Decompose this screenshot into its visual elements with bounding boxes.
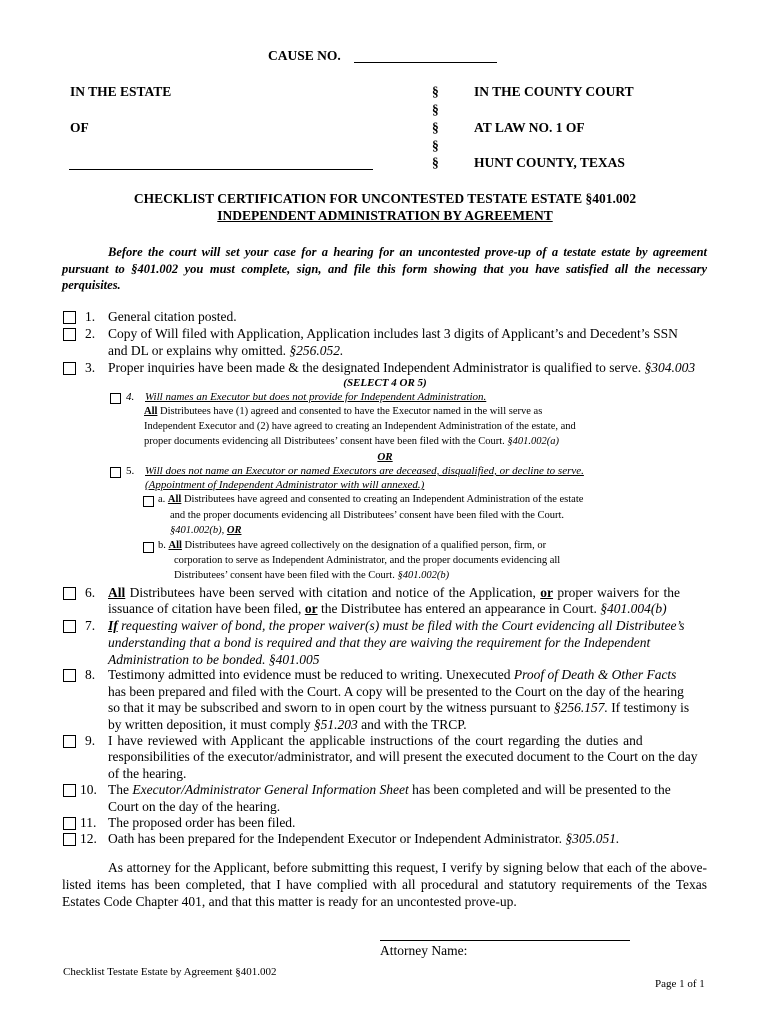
statute-ref: §401.002(b) bbox=[170, 525, 222, 536]
attorney-name-label: Attorney Name: bbox=[380, 943, 468, 958]
statute-ref: §304.003 bbox=[644, 360, 696, 375]
statute-ref: §401.002(a) bbox=[507, 436, 560, 447]
footer-form-name: Checklist Testate Estate by Agreement §401.002 bbox=[63, 966, 277, 978]
checkbox-item-7[interactable] bbox=[63, 620, 76, 633]
item-5b-text: Distributees’ consent have been filed with the Court. §401.002(b) bbox=[174, 570, 450, 581]
item-11-text: The proposed order has been filed. bbox=[108, 815, 296, 830]
item-8-text: so that it may be subscribed and sworn to in open court by the witness pursuant to §256.157. If testimony is bbox=[108, 700, 690, 715]
item-7-text: Administration to be bonded. §401.005 bbox=[108, 652, 320, 667]
item-number: 9. bbox=[85, 733, 96, 748]
item-2-text-cont: and DL or explains why omitted. §256.052. bbox=[108, 343, 344, 358]
item-3-text: Proper inquiries have been made & the designated Independent Administrator is qualified to serve. §304.003 bbox=[108, 360, 696, 375]
of-label: OF bbox=[70, 120, 89, 135]
section-symbol: § bbox=[432, 138, 439, 153]
checkbox-item-11[interactable] bbox=[63, 817, 76, 830]
item-number: 5. bbox=[126, 465, 135, 477]
item-7-text: understanding that a bond is required and that they are waiving the requirement for the Independent bbox=[108, 635, 651, 650]
item-number: 10. bbox=[80, 782, 97, 797]
item-8-text: by written deposition, it must comply §51.203 and with the TRCP. bbox=[108, 717, 467, 732]
checkbox-item-6[interactable] bbox=[63, 587, 76, 600]
item-1-text: General citation posted. bbox=[108, 309, 237, 324]
item-6-text: All Distributees have been served with citation and notice of the Application, or proper waivers for the bbox=[108, 585, 680, 600]
item-number: 6. bbox=[85, 585, 96, 600]
estate-label: IN THE ESTATE bbox=[70, 84, 172, 99]
item-6-text: issuance of citation have been filed, or the Distributee has entered an appearance in Court. §401.004(b) bbox=[108, 601, 667, 616]
checkbox-item-4[interactable] bbox=[110, 393, 121, 404]
statute-ref: §305.051. bbox=[565, 831, 620, 846]
checkbox-item-8[interactable] bbox=[63, 669, 76, 682]
court-number-label: AT LAW NO. 1 OF bbox=[474, 120, 585, 135]
signature-line[interactable] bbox=[380, 940, 630, 941]
checkbox-item-3[interactable] bbox=[63, 362, 76, 375]
item-9-text: of the hearing. bbox=[108, 766, 187, 781]
item-4-text: Independent Executor and (2) have agreed to creating an Independent Administration of the estate, and bbox=[144, 421, 576, 432]
item-4-text: All Distributees have (1) agreed and consented to have the Executor named in the will serve as bbox=[144, 406, 543, 417]
checkbox-item-1[interactable] bbox=[63, 311, 76, 324]
statute-ref: §256.052. bbox=[289, 343, 344, 358]
checkbox-item-5b[interactable] bbox=[143, 542, 154, 553]
section-symbol: § bbox=[432, 120, 439, 135]
section-symbol: § bbox=[432, 84, 439, 99]
court-label: IN THE COUNTY COURT bbox=[474, 84, 634, 99]
item-5-heading: Will does not name an Executor or named Executors are deceased, disqualified, or decline to serve. bbox=[145, 465, 584, 477]
item-5b-text: b. All Distributees have agreed collectively on the designation of a qualified person, firm, or bbox=[158, 540, 547, 551]
item-5a-text: and the proper documents evidencing all Distributees’ consent have been filed with the Court. bbox=[170, 510, 565, 521]
item-number: 8. bbox=[85, 667, 96, 682]
checkbox-item-12[interactable] bbox=[63, 833, 76, 846]
checkbox-item-5[interactable] bbox=[110, 467, 121, 478]
decedent-name-blank[interactable] bbox=[69, 169, 373, 170]
checkbox-item-2[interactable] bbox=[63, 328, 76, 341]
item-8-text: Testimony admitted into evidence must be reduced to writing. Unexecuted Proof of Death & Other Facts bbox=[108, 667, 677, 682]
item-9-text: responsibilities of the executor/administrator, and will present the executed document to the Court on the day bbox=[108, 749, 698, 764]
item-5b-text: corporation to serve as Independent Administrator, and the proper documents evidencing all bbox=[174, 555, 561, 566]
item-number: 2. bbox=[85, 326, 96, 341]
item-5-subheading: (Appointment of Independent Administrator with will annexed.) bbox=[145, 479, 425, 491]
item-4-heading: Will names an Executor but does not provide for Independent Administration. bbox=[145, 391, 487, 403]
checkbox-item-5a[interactable] bbox=[143, 496, 154, 507]
statute-ref: §401.004(b) bbox=[600, 601, 667, 616]
item-10-text: Court on the day of the hearing. bbox=[108, 799, 281, 814]
county-label: HUNT COUNTY, TEXAS bbox=[474, 155, 625, 170]
instructions-paragraph: Before the court will set your case for a hearing for an uncontested prove-up of a testate estate by agreement pursuant to §401.002 you must complete, sign, and file this form showing that you have satisfied all the necessary perquisites. bbox=[62, 245, 707, 292]
item-9-text: I have reviewed with Applicant the applicable instructions of the court regarding the duties and bbox=[108, 733, 643, 748]
certification-paragraph: As attorney for the Applicant, before submitting this request, I verify by signing below that each of the above-listed items has been completed, that I have complied with all procedural and statutory requirements of the Texas Estates Code Chapter 401, and that this matter is ready for an uncontested prove-up. bbox=[62, 860, 707, 909]
or-separator: OR bbox=[377, 451, 393, 463]
item-number: 1. bbox=[85, 309, 96, 324]
item-number: 7. bbox=[85, 618, 96, 633]
item-12-text: Oath has been prepared for the Independent Executor or Independent Administrator. §305.051. bbox=[108, 831, 620, 846]
item-number: 11. bbox=[80, 815, 97, 830]
item-number: 3. bbox=[85, 360, 96, 375]
statute-ref: §401.002(b) bbox=[397, 570, 450, 581]
form-subtitle: INDEPENDENT ADMINISTRATION BY AGREEMENT bbox=[217, 208, 553, 223]
item-2-text: Copy of Will filed with Application, Application includes last 3 digits of Applicant’s and Decedent’s SSN bbox=[108, 326, 678, 341]
statute-ref: §256.157. bbox=[553, 700, 608, 715]
item-number: 4. bbox=[126, 391, 135, 403]
checkbox-item-10[interactable] bbox=[63, 784, 76, 797]
item-number: 12. bbox=[80, 831, 97, 846]
section-symbol: § bbox=[432, 155, 439, 170]
statute-ref: §51.203 bbox=[313, 717, 358, 732]
item-4-text: proper documents evidencing all Distributees’ consent have been filed with the Court. §401.002(a) bbox=[144, 436, 560, 447]
item-10-text: The Executor/Administrator General Information Sheet has been completed and will be presented to the bbox=[108, 782, 671, 797]
cause-no-label: CAUSE NO. bbox=[268, 48, 341, 63]
page-number: Page 1 of 1 bbox=[655, 978, 705, 990]
checkbox-item-9[interactable] bbox=[63, 735, 76, 748]
section-symbol: § bbox=[432, 102, 439, 117]
item-8-text: has been prepared and filed with the Court. A copy will be presented to the Court on the day of the hearing bbox=[108, 684, 684, 699]
select-instruction: (SELECT 4 OR 5) bbox=[343, 377, 427, 389]
item-7-text: If requesting waiver of bond, the proper waiver(s) must be filed with the Court evidencing all Distributee’s bbox=[108, 618, 685, 633]
item-5a-ref: §401.002(b), OR bbox=[170, 525, 242, 536]
item-5a-text: a. All Distributees have agreed and consented to creating an Independent Administration of the estate bbox=[158, 494, 584, 505]
form-title: CHECKLIST CERTIFICATION FOR UNCONTESTED TESTATE ESTATE §401.002 bbox=[133, 191, 637, 206]
cause-no-blank[interactable] bbox=[354, 62, 497, 63]
